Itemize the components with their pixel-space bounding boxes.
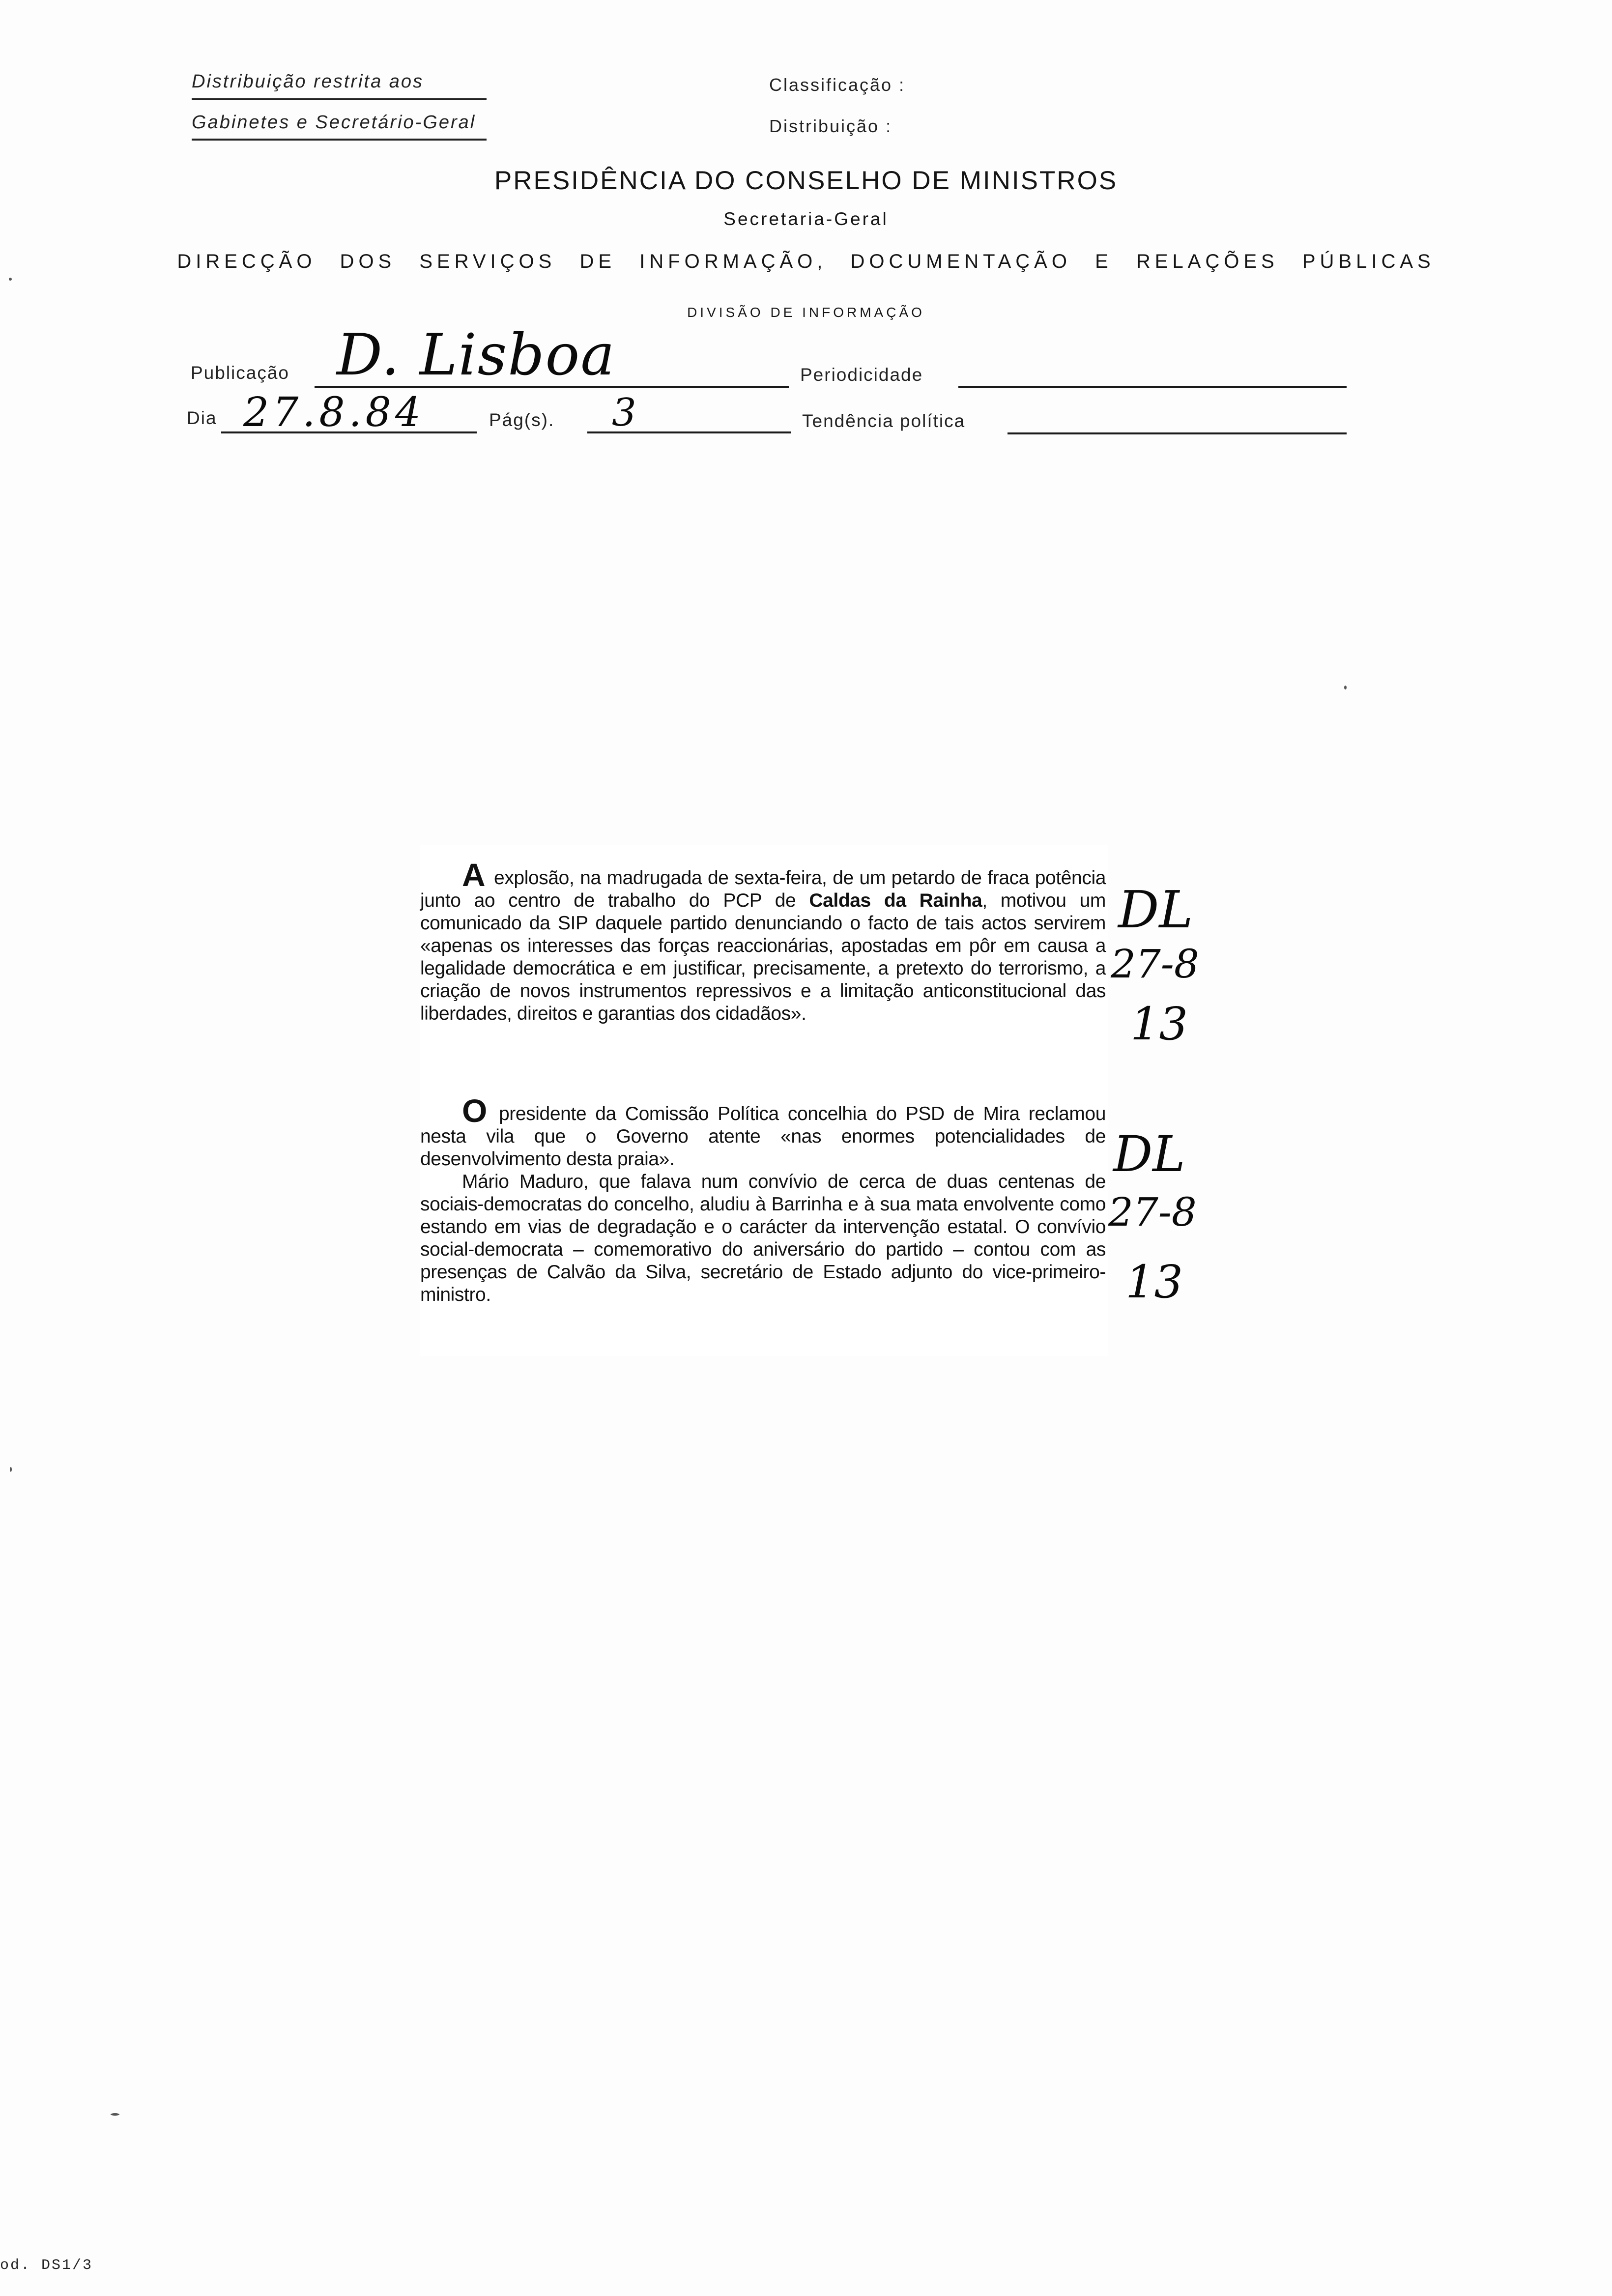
pags-label: Pág(s). (489, 410, 555, 430)
classificacao-label: Classificação : (769, 75, 906, 95)
article-text: explosão, na madrugada de sexta-feira, de um petardo de fraca potência junto ao centro de trabalho do PCP de (420, 867, 1106, 911)
header-underline (192, 139, 487, 141)
publicacao-label: Publicação (191, 363, 290, 383)
scan-speck (111, 2113, 119, 2116)
annotation-2-publication: DL (1113, 1125, 1185, 1183)
article-dropcap: A (462, 857, 486, 893)
distribuicao-label: Distribuição : (769, 116, 892, 136)
tendencia-label: Tendência política (802, 411, 966, 431)
distribution-restriction-line-1: Distribuição restrita aos (192, 71, 424, 92)
scan-speck (1344, 686, 1347, 689)
article-paragraph: Mário Maduro, que falava num convívio de cerca de duas centenas de sociais-democratas do concelho, aludiu à Barrinha e à sua mata envolvente como estando em vias de degradação e o carácter da intervenção estatal. O convívio social-democrata – comemorativo do aniversário do partido – contou com as presenças de Calvão da Silva, secretário de Estado adjunto do vice-primeiro-ministro. (420, 1171, 1106, 1305)
form-code: od. DS1/3 (0, 2257, 93, 2274)
annotation-2-date: 27-8 (1108, 1189, 1197, 1235)
pags-handwritten-value: 3 (612, 391, 636, 435)
periodicidade-label: Periodicidade (800, 365, 923, 385)
scan-speck (10, 1467, 12, 1472)
distribution-restriction-line-2: Gabinetes e Secretário-Geral (192, 112, 476, 133)
article-text: , motivou um comunicado da SIP daquele partido denunciando o facto de tais actos servirem «apenas os interesses das forças reaccionárias, apostadas em pôr em causa a legalidade democrática e em justificar, precisamente, a pretexto do terrorismo, a criação de novos instrumentos repressivos e a limitação anticonstitucional das liberdades, direitos e garantias dos cidadãos». (420, 890, 1106, 1024)
periodicidade-field-line (958, 386, 1347, 388)
dia-handwritten-value: 27.8.84 (243, 389, 425, 436)
article-mira (420, 1092, 1106, 1306)
annotation-1-publication: DL (1118, 880, 1193, 940)
division-line: DIVISÃO DE INFORMAÇÃO (687, 305, 925, 320)
article-text: presidente da Comissão Política concelhia do PSD de Mira reclamou nesta vila que o Governo atente «nas enormes potencialidades de desenvolvimento desta praia». (420, 1103, 1106, 1170)
tendencia-field-line (1008, 432, 1347, 434)
dia-label: Dia (187, 408, 217, 428)
header-underline (192, 98, 487, 100)
newspaper-clipping (420, 845, 1108, 1356)
article-dropcap: O (462, 1092, 487, 1129)
article-caldas-da-rainha (420, 857, 1106, 1025)
annotation-1-date: 27-8 (1111, 941, 1199, 987)
publicacao-handwritten-value: D. Lisboa (337, 322, 616, 388)
organization-subtitle: Secretaria-Geral (723, 209, 889, 229)
organization-title: PRESIDÊNCIA DO CONSELHO DE MINISTROS (494, 166, 1118, 195)
annotation-2-page: 13 (1125, 1256, 1183, 1308)
annotation-1-page: 13 (1130, 998, 1188, 1050)
scan-speck (9, 278, 12, 281)
place-name-bold: Caldas da Rainha (809, 890, 982, 911)
directorate-line: DIRECÇÃO DOS SERVIÇOS DE INFORMAÇÃO, DOCUMENTAÇÃO E RELAÇÕES PÚBLICAS (177, 251, 1435, 272)
